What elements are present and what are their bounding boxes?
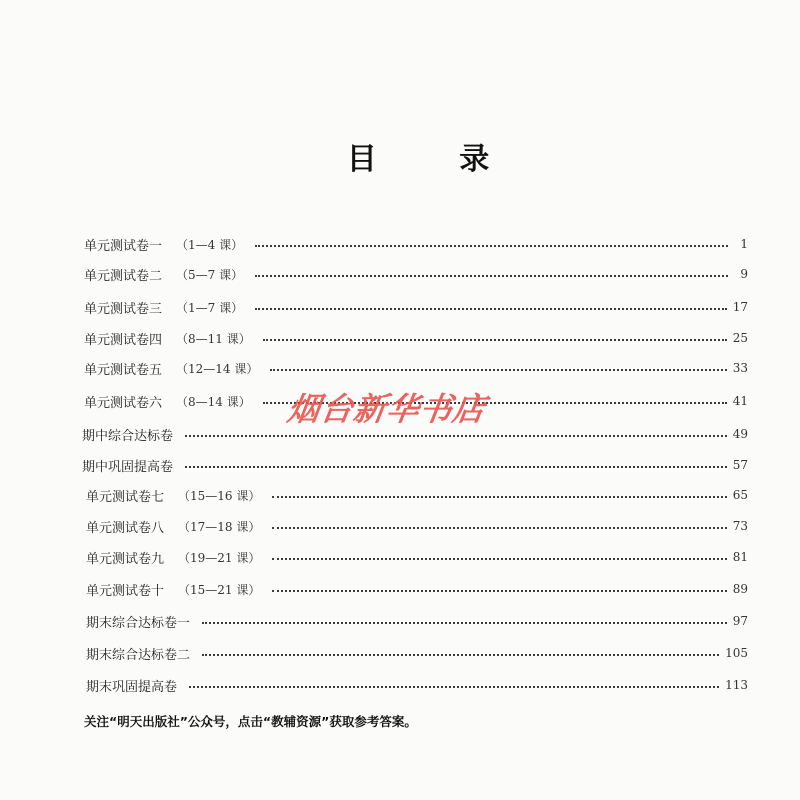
toc-entry xyxy=(84,297,748,317)
toc-entry xyxy=(84,358,748,378)
toc-entry-page-number: 97 xyxy=(732,614,748,628)
toc-entry xyxy=(86,579,748,599)
toc-entry-label: 单元测试卷五 xyxy=(84,362,163,378)
toc-dot-leader xyxy=(272,556,726,560)
toc-entry-label: 期末综合达标卷一 xyxy=(86,615,191,631)
watermark-text: 烟台新华书店 xyxy=(285,390,489,428)
toc-entry xyxy=(84,328,748,348)
toc-entry xyxy=(86,675,748,695)
toc-entry-label: 期中巩固提高卷 xyxy=(82,459,174,475)
toc-entry-label: 单元测试卷二 xyxy=(84,268,163,284)
toc-entry-page-number: 41 xyxy=(732,394,748,408)
toc-entry-page-number: 49 xyxy=(732,427,748,441)
toc-entry-page-number: 113 xyxy=(725,678,748,692)
toc-dot-leader xyxy=(185,433,727,437)
toc-entry-page-number: 89 xyxy=(732,582,748,596)
toc-entry-page-number: 17 xyxy=(732,300,748,314)
toc-dot-leader xyxy=(255,273,728,277)
toc-entry-label: 单元测试卷一 xyxy=(84,238,163,254)
toc-entry-lesson-range: （12—14 课） xyxy=(176,361,259,376)
toc-dot-leader xyxy=(255,243,728,247)
toc-entry-lesson-range: （1—7 课） xyxy=(176,300,244,315)
toc-entry-label: 单元测试卷四 xyxy=(84,332,163,348)
toc-entry-label: 单元测试卷七 xyxy=(86,489,165,505)
toc-entry-lesson-range: （17—18 课） xyxy=(178,519,261,534)
toc-dot-leader xyxy=(202,620,727,624)
toc-entry-label: 单元测试卷六 xyxy=(84,395,163,411)
toc-entry xyxy=(86,547,748,567)
toc-dot-leader xyxy=(185,464,727,468)
toc-entry-lesson-range: （8—11 课） xyxy=(176,331,251,346)
toc-entry-lesson-range: （15—16 课） xyxy=(178,488,261,503)
toc-entry-page-number: 1 xyxy=(740,237,748,251)
answer-note: 关注“明天出版社”公众号，点击“教辅资源”获取参考答案。 xyxy=(84,714,417,729)
toc-dot-leader xyxy=(270,367,726,371)
toc-entry-page-number: 57 xyxy=(732,458,748,472)
toc-dot-leader xyxy=(272,588,726,592)
toc-dot-leader xyxy=(272,525,726,529)
toc-entry-label: 期中综合达标卷 xyxy=(82,428,174,444)
toc-entry-page-number: 25 xyxy=(732,331,748,345)
toc-entry-page-number: 33 xyxy=(732,361,748,375)
toc-dot-leader xyxy=(202,652,719,656)
toc-entry-label: 期末巩固提高卷 xyxy=(86,679,178,695)
toc-dot-leader xyxy=(263,337,727,341)
toc-dot-leader xyxy=(255,306,727,310)
toc-entry-page-number: 9 xyxy=(740,267,748,281)
toc-entry xyxy=(84,234,748,254)
toc-entry-lesson-range: （5—7 课） xyxy=(176,267,244,282)
toc-entry-lesson-range: （8—14 课） xyxy=(176,394,251,409)
toc-entry xyxy=(86,643,748,663)
toc-entry-label: 期末综合达标卷二 xyxy=(86,647,191,663)
toc-entry xyxy=(86,516,748,536)
toc-entry-label: 单元测试卷八 xyxy=(86,520,165,536)
toc-entry xyxy=(86,611,748,631)
toc-entry-page-number: 73 xyxy=(732,519,748,533)
toc-entry-lesson-range: （1—4 课） xyxy=(176,237,244,252)
toc-entry-label: 单元测试卷十 xyxy=(86,583,165,599)
page-title: 目 录 xyxy=(346,142,526,177)
toc-entry xyxy=(84,264,748,284)
toc-dot-leader xyxy=(189,684,719,688)
toc-entry-lesson-range: （19—21 课） xyxy=(178,550,261,565)
toc-entry-page-number: 65 xyxy=(732,488,748,502)
toc-dot-leader xyxy=(272,494,726,498)
toc-entry-page-number: 81 xyxy=(732,550,748,564)
toc-entry-page-number: 105 xyxy=(725,646,748,660)
toc-entry xyxy=(82,455,748,475)
toc-entry-lesson-range: （15—21 课） xyxy=(178,582,261,597)
toc-entry-label: 单元测试卷三 xyxy=(84,301,163,317)
toc-entry xyxy=(86,485,748,505)
toc-entry-label: 单元测试卷九 xyxy=(86,551,165,567)
